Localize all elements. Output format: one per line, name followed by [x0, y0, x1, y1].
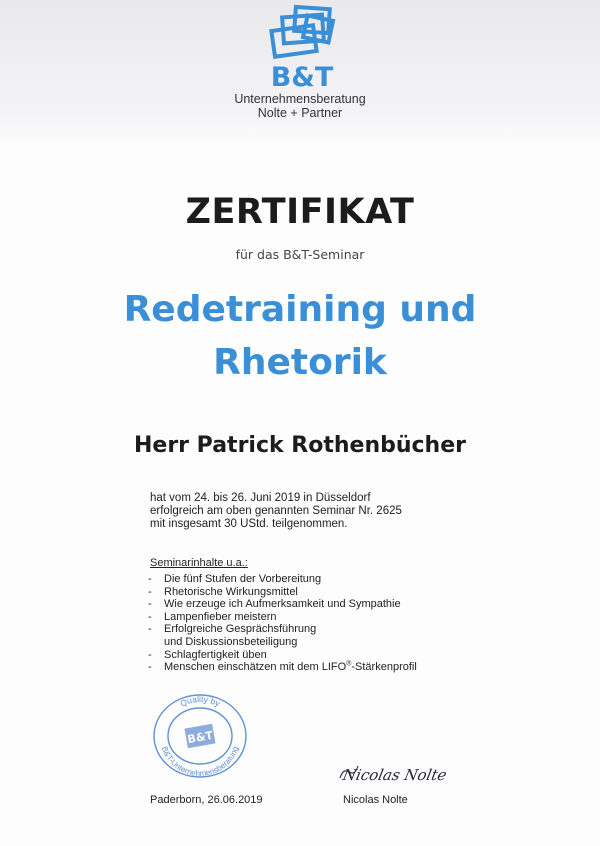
list-item: - Erfolgreiche Gesprächsführung und Diskussionsbeteiligung: [148, 623, 317, 648]
quality-seal-icon: [150, 692, 250, 780]
seminar-title: [0, 283, 600, 389]
list-item: - Die fünf Stufen der Vorbereitung: [148, 573, 322, 585]
company-name: [225, 92, 375, 120]
company-line-1: Unternehmensberatung: [234, 92, 366, 106]
signer-name: Nicolas Nolte: [343, 794, 408, 806]
contents-list: [148, 573, 468, 674]
details-line-1: hat vom 24. bis 26. Juni 2019 in Düsseldorf: [150, 492, 371, 504]
place-date: Paderborn, 26.06.2019: [150, 794, 263, 806]
list-item: - Lampenfieber meistern: [148, 610, 277, 623]
details-line-2: erfolgreich am oben genannten Seminar Nr. 2625: [150, 505, 402, 517]
details-line-3: mit insgesamt 30 UStd. teilgenommen.: [150, 518, 348, 530]
signature-icon: [338, 752, 448, 792]
list-item: - Menschen einschätzen mit dem LIFO®-Stärkenprofil: [148, 660, 417, 674]
svg-text:Nicolas Nolte: Nicolas Nolte: [341, 766, 448, 784]
certificate-title: ZERTIFIKAT: [185, 192, 415, 232]
svg-text:Quality by: Quality by: [178, 694, 222, 709]
svg-text:B&T: B&T: [270, 62, 334, 93]
svg-text:B&T-Unternehmensberatung: B&T-Unternehmensberatung: [159, 745, 241, 779]
list-item: - Schlagfertigkeit üben: [148, 648, 267, 661]
contents-heading: Seminarinhalte u.a.:: [150, 557, 248, 569]
list-item: - Rhetorische Wirkungsmittel: [148, 585, 298, 598]
certificate-subtitle: für das B&T-Seminar: [235, 247, 365, 262]
list-item: - Wie erzeuge ich Aufmerksamkeit und Sympathie: [148, 598, 401, 611]
recipient-name: Herr Patrick Rothenbücher: [133, 433, 466, 458]
svg-text:B&T: B&T: [186, 728, 214, 747]
seminar-title-line-1: Redetraining und: [123, 289, 477, 330]
participation-details: [150, 492, 470, 531]
company-line-2: Nolte + Partner: [257, 106, 343, 120]
seminar-title-line-2: Rhetorik: [213, 342, 387, 383]
